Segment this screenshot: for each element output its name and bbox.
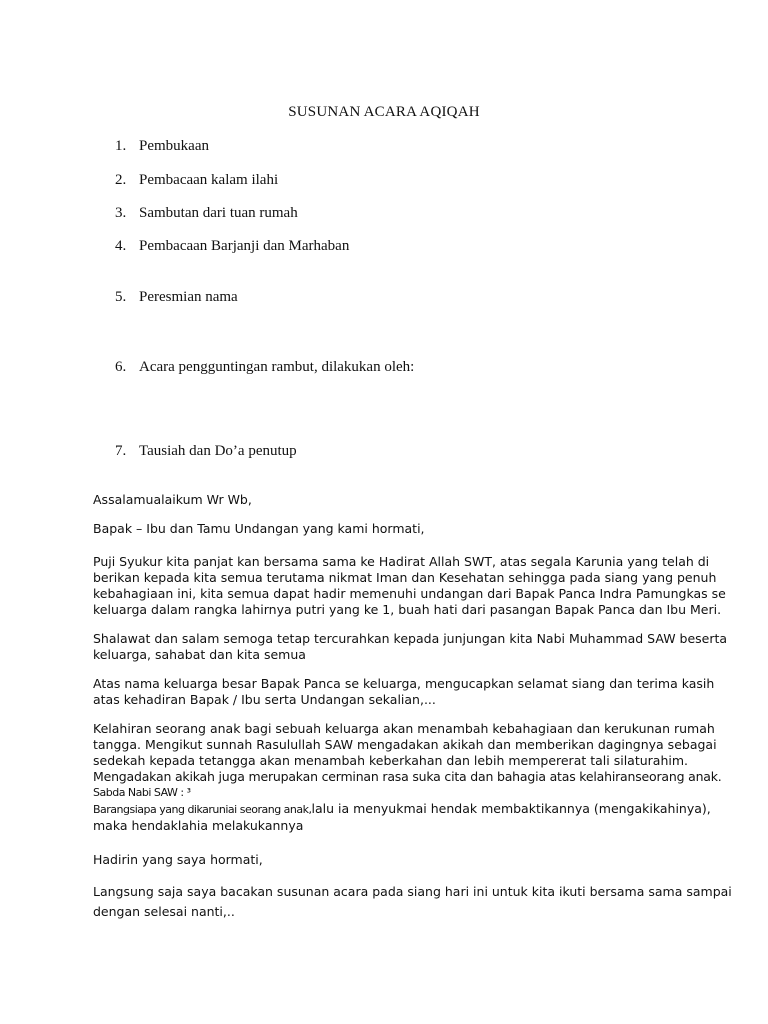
agenda-text: Peresmian nama [139, 289, 238, 305]
agenda-text: Sambutan dari tuan rumah [139, 205, 298, 221]
agenda-text: Acara pengguntingan rambut, dilakukan oleh: [139, 359, 415, 375]
document-title: SUSUNAN ACARA AQIQAH [288, 104, 480, 120]
agenda-text: Pembacaan Barjanji dan Marhaban [139, 238, 350, 254]
paragraph-opening: Puji Syukur kita panjat kan bersama sama ke Hadirat Allah SWT, atas segala Karunia yang telah di berikan kepada kita semua terutama nikmat Iman dan Kesehatan sehingga pada siang yang penuh kebahagiaan ini, kita semua dapat hadir memenuhi undangan dari Bapak Panca Indra Pamungkas se keluarga dalam rangka lahirnya putri yang ke 1, buah hati dari pasangan Bapak Panca dan Ibu Meri. [93, 554, 726, 617]
hadirin: Hadirin yang saya hormati, [93, 852, 263, 867]
agenda-number: 6. [115, 359, 127, 375]
agenda-item-2 [115, 172, 278, 189]
address: Bapak – Ibu dan Tamu Undangan yang kami hormati, [93, 521, 425, 536]
sabda-label: Sabda Nabi SAW : ³ [93, 786, 191, 799]
agenda-number: 7. [115, 443, 127, 459]
greeting: Assalamualaikum Wr Wb, [93, 492, 252, 507]
agenda-text: Tausiah dan Do’a penutup [139, 443, 297, 459]
paragraph-welcome: Atas nama keluarga besar Bapak Panca se keluarga, mengucapkan selamat siang dan terima kasih atas kehadiran Bapak / Ibu serta Undangan sekalian,... [93, 676, 715, 707]
agenda-item-5 [115, 289, 238, 306]
agenda-text: Pembukaan [139, 138, 209, 154]
hadith-line-1: Barangsiapa yang dikaruniai seorang anak,lalu ia menyukmai hendak membaktikannya (mengakikahinya), [93, 801, 711, 816]
agenda-item-1 [115, 138, 209, 155]
hadith-line-2: maka hendaklahia melakukannya [93, 818, 304, 833]
agenda-number: 3. [115, 205, 127, 221]
paragraph-akikah: Kelahiran seorang anak bagi sebuah keluarga akan menambah kebahagiaan dan kerukunan rumah tangga. Mengikut sunnah Rasulullah SAW mengadakan akikah dan memberikan dagingnya sebagai sedekah kepada tetangga akan menambah keberkahan dan lebih mempererat tali silaturahim. Mengadakan akikah juga merupakan cerminan rasa suka cita dan bahagia atas kelahiranseorang anak. Sabda Nabi SAW : ³ Barangsiapa yang dikaruniai seorang anak,lalu ia menyukmai hendak membaktikannya (mengakikahinya), maka hendaklahia melakukannya [93, 721, 722, 833]
agenda-text: Pembacaan kalam ilahi [139, 172, 279, 188]
agenda-number: 1. [115, 138, 127, 154]
agenda-number: 5. [115, 289, 127, 305]
agenda-item-6 [115, 359, 414, 376]
agenda-item-3 [115, 205, 298, 222]
paragraph-shalawat: Shalawat dan salam semoga tetap tercurahkan kepada junjungan kita Nabi Muhammad SAW beserta keluarga, sahabat dan kita semua [93, 631, 728, 662]
agenda-item-7 [115, 443, 297, 460]
agenda-number: 4. [115, 238, 127, 254]
paragraph-closing: Langsung saja saya bacakan susunan acara pada siang hari ini untuk kita ikuti bersama sama sampai dengan selesai nanti,.. [93, 884, 732, 919]
agenda-number: 2. [115, 172, 127, 188]
agenda-item-4 [115, 238, 349, 255]
